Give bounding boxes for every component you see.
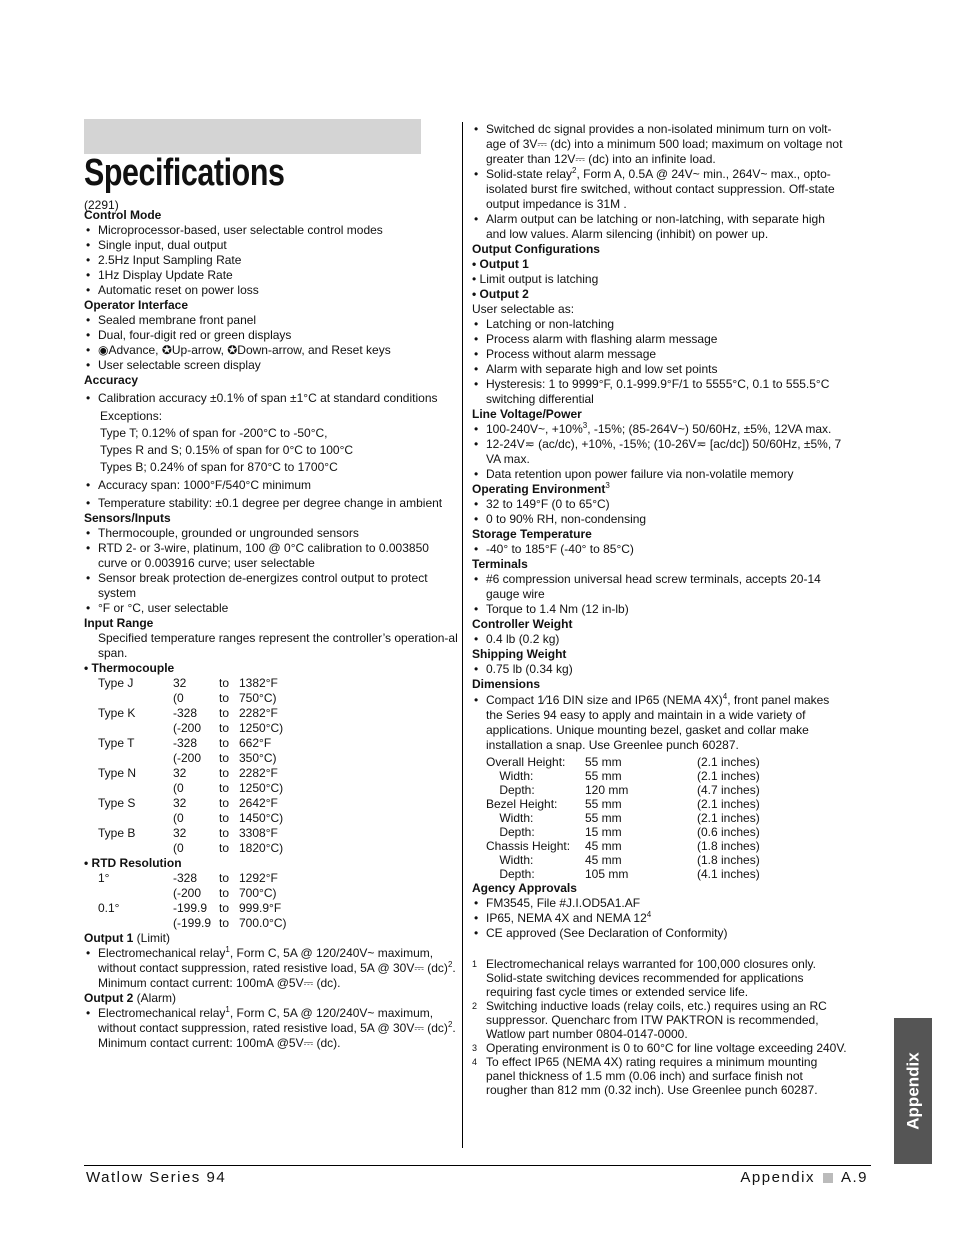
- footer-left: Watlow Series 94: [86, 1169, 227, 1186]
- line-voltage-heading: Line Voltage/Power: [472, 407, 582, 421]
- exception-type-rs: Types R and S; 0.15% of span for 0°C to 100°C: [100, 443, 354, 457]
- table-cell: 45 mm: [585, 853, 622, 867]
- table-row: [84, 781, 459, 796]
- table-cell: to: [219, 736, 230, 750]
- table-cell: -199.9: [173, 901, 208, 915]
- list-item: • Electromechanical relay$^1$, Form C, 5A @ 120/240V~ maximum, without contact suppression, rated resistive load, 5A @ 30V⎓ (dc)$^2$. Minimum contact current: 100mA @5V⎓ (dc).: [84, 946, 459, 991]
- footnote-text: Operating environment is 0 to 60°C for line voltage exceeding 240V.: [486, 1041, 847, 1055]
- table-row: [472, 755, 847, 769]
- table-cell: Depth:: [486, 825, 535, 839]
- list-item: • 0.75 lb (0.34 kg): [472, 662, 847, 677]
- table-cell: Type N: [98, 766, 137, 780]
- table-cell: 55 mm: [585, 811, 622, 825]
- sensors-heading: Sensors/Inputs: [84, 511, 171, 525]
- output1-heading: Output 1 (Limit): [84, 931, 170, 945]
- footnote-text: Switching inductive loads (relay coils, etc.) requires using an RC suppressor. Quencharc from ITW PAKTRON is recommended, Watlow part number 0804-0147-0000.: [486, 999, 827, 1041]
- list-item: • Thermocouple, grounded or ungrounded sensors: [84, 526, 459, 541]
- list-item: • -40° to 185°F (-40° to 85°C): [472, 542, 847, 557]
- footnote: [472, 1055, 847, 1097]
- table-cell: 2282°F: [239, 766, 278, 780]
- table-cell: Bezel Height:: [486, 797, 558, 811]
- right-column: [472, 122, 847, 1097]
- footnote-number: 4: [472, 1057, 478, 1067]
- table-cell: 1250°C): [239, 721, 284, 735]
- list-item: • #6 compression universal head screw terminals, accepts 20-14 gauge wire: [472, 572, 847, 602]
- table-cell: -328: [173, 706, 198, 720]
- exception-type-b: Types B; 0.24% of span for 870°C to 1700°C: [100, 460, 338, 474]
- table-cell: [98, 916, 173, 931]
- table-cell: Chassis Height:: [486, 839, 571, 853]
- table-cell: 105 mm: [585, 867, 629, 881]
- table-row: [84, 676, 459, 691]
- list-item: • CE approved (See Declaration of Conformity): [472, 926, 847, 941]
- list-item: • Alarm with separate high and low set points: [472, 362, 847, 377]
- list-item: • 0.4 lb (0.2 kg): [472, 632, 847, 647]
- input-range-desc: Specified temperature ranges represent the controller’s operation-al span.: [98, 631, 458, 660]
- control-mode-heading: Control Mode: [84, 208, 162, 222]
- table-row: [472, 783, 847, 797]
- table-cell: to: [219, 781, 230, 795]
- list-item: • Switched dc signal provides a non-isolated minimum turn on volt-age of 3V⎓ (dc) into a minimum 500 load; maximum on voltage not greater than 12V⎓ (dc) into an infinite load.: [472, 122, 847, 167]
- table-cell: (1.8 inches): [697, 853, 760, 867]
- table-cell: 32: [173, 826, 187, 840]
- table-cell: (0.6 inches): [697, 825, 760, 839]
- list-item: • Process alarm with flashing alarm message: [472, 332, 847, 347]
- table-cell: Width:: [486, 853, 534, 867]
- table-cell: 3308°F: [239, 826, 278, 840]
- footer-rule: [84, 1165, 871, 1166]
- table-row: [84, 826, 459, 841]
- list-item: • IP65, NEMA 4X and NEMA $12^4$: [472, 911, 847, 926]
- table-cell: 120 mm: [585, 783, 629, 797]
- footnote-number: 1: [472, 959, 478, 969]
- table-cell: 662°F: [239, 736, 272, 750]
- table-cell: 750°C): [239, 691, 277, 705]
- list-item: • Temperature stability: ±0.1 degree per degree change in ambient: [84, 496, 459, 511]
- list-item: • Compact 1⁄16 DIN size and IP65 (NEMA 4X)$^4$, front panel makes the Series 94 easy to apply and maintain in a wide variety of applications. Unique mounting bezel, gasket and collar make installation a snap. Use Greenlee punch 60287.: [472, 693, 847, 753]
- list-item: • °F or °C, user selectable: [84, 601, 459, 616]
- table-cell: to: [219, 841, 230, 855]
- list-item: • Dual, four-digit red or green displays: [84, 328, 459, 343]
- table-cell: Type T: [98, 736, 135, 750]
- dimensions-table: [472, 755, 847, 881]
- square-icon: [823, 1173, 833, 1183]
- table-cell: (-200: [173, 886, 202, 900]
- table-cell: 15 mm: [585, 825, 622, 839]
- table-cell: [98, 886, 173, 901]
- table-cell: (2.1 inches): [697, 811, 760, 825]
- footnote: [472, 1041, 847, 1055]
- storage-temp-heading: Storage Temperature: [472, 527, 592, 541]
- table-cell: to: [219, 811, 230, 825]
- title-gray-bar: [84, 119, 421, 154]
- shipping-weight-heading: Shipping Weight: [472, 647, 567, 661]
- footer-right: Appendix A.9: [740, 1169, 868, 1186]
- table-cell: to: [219, 796, 230, 810]
- list-item: • Torque to 1.4 Nm (12 in-lb): [472, 602, 847, 617]
- table-cell: 1382°F: [239, 676, 278, 690]
- table-cell: (2.1 inches): [697, 769, 760, 783]
- table-cell: 700.0°C): [239, 916, 287, 930]
- list-item: • Sensor break protection de-energizes control output to protect system: [84, 571, 459, 601]
- accuracy-heading: Accuracy: [84, 373, 139, 387]
- footnote-text: To effect IP65 (NEMA 4X) rating requires a minimum mounting panel thickness of 1.5 mm (0.06 inch) and surface finish not rougher than 812 mm (0.32 inch). Use Greenlee punch 60287.: [486, 1055, 818, 1097]
- table-cell: Type K: [98, 706, 136, 720]
- table-cell: 700°C): [239, 886, 277, 900]
- table-cell: to: [219, 826, 230, 840]
- list-item: • Process without alarm message: [472, 347, 847, 362]
- list-item: • Sealed membrane front panel: [84, 313, 459, 328]
- table-cell: 32: [173, 766, 187, 780]
- list-item: • Accuracy span: 1000°F/540°C minimum: [84, 478, 459, 493]
- list-item: • 1Hz Display Update Rate: [84, 268, 459, 283]
- table-cell: 32: [173, 676, 187, 690]
- table-cell: 350°C): [239, 751, 277, 765]
- table-cell: to: [219, 916, 230, 930]
- thermocouple-table: [84, 676, 459, 856]
- table-cell: 999.9°F: [239, 901, 282, 915]
- table-cell: 32: [173, 796, 187, 810]
- column-divider: [462, 122, 463, 1148]
- table-row: [472, 867, 847, 881]
- footnote-number: 3: [472, 1043, 478, 1053]
- footnote: [472, 957, 847, 999]
- table-cell: (0: [173, 841, 184, 855]
- table-cell: (2.1 inches): [697, 797, 760, 811]
- table-cell: to: [219, 901, 230, 915]
- exceptions-label: Exceptions:: [100, 409, 163, 423]
- list-item: • Single input, dual output: [84, 238, 459, 253]
- table-cell: [98, 721, 173, 736]
- document-code: (2291): [84, 198, 119, 212]
- table-cell: Type J: [98, 676, 134, 690]
- list-item: • Calibration accuracy ±0.1% of span ±1°C at standard conditions: [84, 391, 459, 406]
- list-item: • FM3545, File #J.I.OD5A1.AF: [472, 896, 847, 911]
- table-row: [84, 736, 459, 751]
- table-cell: 1°: [98, 871, 110, 885]
- table-cell: [98, 841, 173, 856]
- operating-env-heading: Operating Environment$^3$: [472, 481, 610, 496]
- table-cell: (1.8 inches): [697, 839, 760, 853]
- table-cell: to: [219, 691, 230, 705]
- rtd-table: [84, 871, 459, 931]
- table-cell: Depth:: [486, 783, 535, 797]
- list-item: • 0 to 90% RH, non-condensing: [472, 512, 847, 527]
- table-cell: (-199.9: [173, 916, 212, 930]
- table-cell: to: [219, 721, 230, 735]
- list-item: • User selectable screen display: [84, 358, 459, 373]
- footnote-text: Electromechanical relays warranted for 100,000 closures only. Solid-state switching devices recommended for applications requiring fast cycle times or extended service life.: [486, 957, 816, 999]
- table-row: [84, 901, 459, 916]
- table-cell: 2642°F: [239, 796, 278, 810]
- table-cell: to: [219, 886, 230, 900]
- table-cell: 0.1°: [98, 901, 120, 915]
- table-cell: 55 mm: [585, 797, 622, 811]
- table-cell: [98, 691, 173, 706]
- terminals-heading: Terminals: [472, 557, 528, 571]
- operator-interface-heading: Operator Interface: [84, 298, 189, 312]
- list-item: • 12-24V≂ (ac/dc), +10%, -15%; (10-26V≂ [ac/dc]) 50/60Hz, ±5%, 7 VA max.: [472, 437, 847, 467]
- list-item: • Data retention upon power failure via non-volatile memory: [472, 467, 847, 482]
- list-item: • 32 to 149°F (0 to 65°C): [472, 497, 847, 512]
- table-cell: [98, 751, 173, 766]
- table-cell: to: [219, 871, 230, 885]
- list-item: • Microprocessor-based, user selectable control modes: [84, 223, 459, 238]
- table-cell: (-200: [173, 751, 202, 765]
- controller-weight-heading: Controller Weight: [472, 617, 573, 631]
- table-cell: Type B: [98, 826, 136, 840]
- table-cell: 1250°C): [239, 781, 284, 795]
- table-cell: (2.1 inches): [697, 755, 760, 769]
- table-row: [84, 766, 459, 781]
- agency-heading: Agency Approvals: [472, 881, 577, 895]
- table-cell: 2282°F: [239, 706, 278, 720]
- table-row: [84, 691, 459, 706]
- table-row: [84, 721, 459, 736]
- table-cell: (0: [173, 781, 184, 795]
- list-item: • RTD 2- or 3-wire, platinum, 100 @ 0°C calibration to 0.003850 curve or 0.003916 curve; user selectable: [84, 541, 459, 571]
- table-cell: to: [219, 766, 230, 780]
- table-cell: (4.7 inches): [697, 783, 760, 797]
- table-cell: Depth:: [486, 867, 535, 881]
- list-item: • Hysteresis: 1 to 9999°F, 0.1-999.9°F/1 to 5555°C, 0.1 to 555.5°C switching differential: [472, 377, 847, 407]
- table-cell: Width:: [486, 769, 534, 783]
- table-cell: 55 mm: [585, 769, 622, 783]
- table-cell: Overall Height:: [486, 755, 566, 769]
- table-cell: to: [219, 751, 230, 765]
- table-cell: [98, 781, 173, 796]
- list-item: • 100-240V~, +10%$^3$, -15%; (85-264V~) 50/60Hz, ±5%, 12VA max.: [472, 422, 847, 437]
- table-cell: to: [219, 676, 230, 690]
- list-item: • Electromechanical relay$^1$, Form C, 5A @ 120/240V~ maximum, without contact suppression, rated resistive load, 5A @ 30V⎓ (dc)$^2$. Minimum contact current: 100mA @5V⎓ (dc).: [84, 1006, 459, 1051]
- table-cell: (-200: [173, 721, 202, 735]
- dimensions-heading: Dimensions: [472, 677, 541, 691]
- table-cell: (4.1 inches): [697, 867, 760, 881]
- table-row: [472, 853, 847, 867]
- exception-type-t: Type T; 0.12% of span for -200°C to -50°C,: [100, 426, 328, 440]
- table-row: [84, 886, 459, 901]
- rtd-resolution-heading: • RTD Resolution: [84, 856, 182, 870]
- table-cell: Type S: [98, 796, 136, 810]
- table-cell: -328: [173, 736, 198, 750]
- table-cell: (0: [173, 811, 184, 825]
- table-row: [472, 825, 847, 839]
- table-cell: -328: [173, 871, 198, 885]
- output2-config-desc: User selectable as:: [472, 302, 575, 316]
- table-cell: (0: [173, 691, 184, 705]
- table-row: [84, 796, 459, 811]
- output2-config: • Output 2: [472, 287, 529, 301]
- list-item: • Solid-state relay$^2$, Form A, 0.5A @ 24V~ min., 264V~ max., opto-isolated burst fire switched, without contact suppression. Off-state output impedance is 31M .: [472, 167, 847, 212]
- table-row: [472, 811, 847, 825]
- table-cell: Width:: [486, 811, 534, 825]
- table-cell: 1292°F: [239, 871, 278, 885]
- output1-config: • Output 1: [472, 257, 529, 271]
- table-row: [84, 751, 459, 766]
- list-item: • Alarm output can be latching or non-latching, with separate high and low values. Alarm silencing (inhibit) on power up.: [472, 212, 847, 242]
- list-item: • Latching or non-latching: [472, 317, 847, 332]
- left-column: [84, 208, 459, 1051]
- list-item: • ◉Advance, ✪Up-arrow, ✪Down-arrow, and Reset keys: [84, 343, 459, 358]
- table-row: [472, 839, 847, 853]
- output1-config-item: • Limit output is latching: [472, 272, 599, 286]
- input-range-heading: Input Range: [84, 616, 154, 630]
- table-cell: 1450°C): [239, 811, 284, 825]
- table-row: [84, 916, 459, 931]
- table-row: [472, 769, 847, 783]
- table-row: [84, 811, 459, 826]
- footnote-number: 2: [472, 1001, 478, 1011]
- list-item: • 2.5Hz Input Sampling Rate: [84, 253, 459, 268]
- table-cell: 1820°C): [239, 841, 284, 855]
- footnote: [472, 999, 847, 1041]
- list-item: • Automatic reset on power loss: [84, 283, 459, 298]
- table-row: [84, 841, 459, 856]
- output2-heading: Output 2 (Alarm): [84, 991, 176, 1005]
- output-config-heading: Output Configurations: [472, 242, 600, 256]
- table-row: [84, 871, 459, 886]
- appendix-tab: Appendix: [894, 1018, 932, 1164]
- table-row: [472, 797, 847, 811]
- table-row: [84, 706, 459, 721]
- table-cell: 45 mm: [585, 839, 622, 853]
- page-title: Specifications: [84, 152, 285, 194]
- table-cell: [98, 811, 173, 826]
- table-cell: to: [219, 706, 230, 720]
- thermocouple-heading: • Thermocouple: [84, 661, 175, 675]
- footnotes: [472, 957, 847, 1097]
- table-cell: 55 mm: [585, 755, 622, 769]
